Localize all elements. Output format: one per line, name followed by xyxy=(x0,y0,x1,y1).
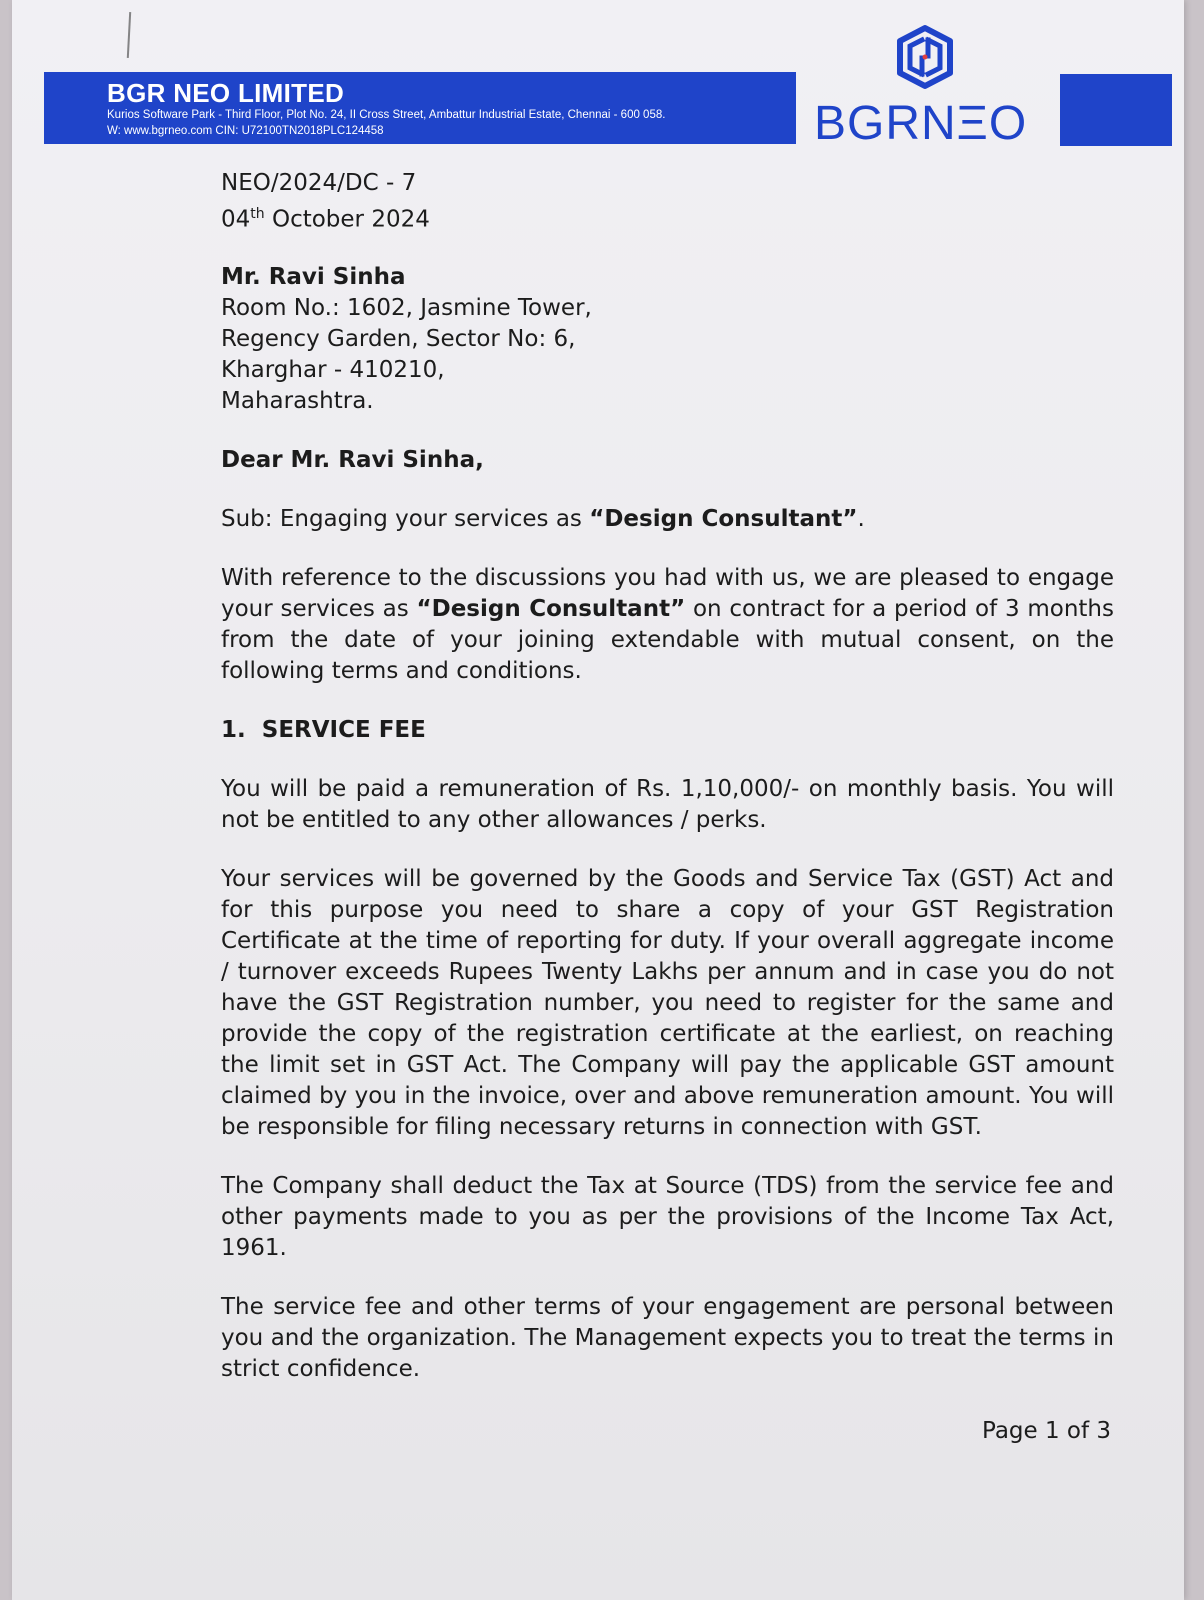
service-fee-paragraph: You will be paid a remuneration of Rs. 1,10,000/- on monthly basis. You will not be entitled to any other allowances / perks. xyxy=(221,775,1114,833)
company-name: BGR NEO LIMITED xyxy=(107,78,345,108)
bgr-neo-monogram-icon xyxy=(892,24,958,90)
date-month-year: October 2024 xyxy=(264,206,430,233)
intro-text-2: on contract for a period of 3 months from the date of your joining extendable with mutual consent, on the following terms and conditions. xyxy=(221,595,1114,684)
address-line: Regency Garden, Sector No: 6, xyxy=(221,325,576,352)
recipient-name: Mr. Ravi Sinha xyxy=(221,263,406,290)
date-suffix: th xyxy=(250,206,265,222)
intro-text-1: With reference to the discussions you had with us, we are pleased to engage your services as xyxy=(221,564,1114,622)
intro-paragraph xyxy=(221,563,1114,687)
page-number: Page 1 of 3 xyxy=(982,1418,1112,1444)
reference-number: NEO/2024/DC - 7 xyxy=(221,170,417,196)
logo-wordmark: BGRNΞO xyxy=(814,97,1028,150)
salutation: Dear Mr. Ravi Sinha, xyxy=(221,446,484,473)
letter-body xyxy=(221,168,1114,1385)
subject-role: “Design Consultant” xyxy=(589,505,858,532)
address-line: Maharashtra. xyxy=(221,387,374,414)
section-heading-service-fee: 1. SERVICE FEE xyxy=(221,716,426,743)
address-line: Kharghar - 410210, xyxy=(221,356,445,383)
letter-page xyxy=(12,0,1184,1600)
subject-line xyxy=(221,504,1114,535)
gst-paragraph: Your services will be governed by the Goods and Service Tax (GST) Act and for this purpose you need to share a copy of your GST Registration Certificate at the time of reporting for duty. If your overall aggregate income / turnover exceeds Rupees Twenty Lakhs per annum and in case you do not have the GST Registration number, you need to register for the same and provide the copy of the registration certificate at the earliest, on reaching the limit set in GST Act. The Company will pay the applicable GST amount claimed by you in the invoice, over and above remuneration amount. You will be responsible for filing necessary returns in connection with GST. xyxy=(221,865,1114,1140)
tds-paragraph: The Company shall deduct the Tax at Source (TDS) from the service fee and other payments made to you as per the provisions of the Income Tax Act, 1961. xyxy=(221,1172,1114,1261)
letterhead-band xyxy=(44,72,796,144)
pen-mark xyxy=(127,12,131,58)
address-line: Room No.: 1602, Jasmine Tower, xyxy=(221,294,592,321)
recipient-address xyxy=(221,262,1114,417)
confidentiality-paragraph: The service fee and other terms of your engagement are personal between you and the organization. The Management expects you to treat the terms in strict confidence. xyxy=(221,1293,1114,1382)
reference-block xyxy=(221,168,1114,236)
subject-prefix: Sub: Engaging your services as xyxy=(221,505,590,532)
letterhead-band-right xyxy=(1060,74,1172,146)
intro-role: “Design Consultant” xyxy=(416,595,686,622)
company-web-cin: W: www.bgrneo.com CIN: U72100TN2018PLC124458 xyxy=(107,125,384,137)
date-day: 04 xyxy=(221,206,251,233)
letter-date xyxy=(221,199,1114,236)
subject-suffix: . xyxy=(857,505,865,532)
company-logo xyxy=(808,24,1048,148)
company-address: Kurios Software Park - Third Floor, Plot No. 24, II Cross Street, Ambattur Industrial Estate, Chennai - 600 058. xyxy=(107,109,666,121)
